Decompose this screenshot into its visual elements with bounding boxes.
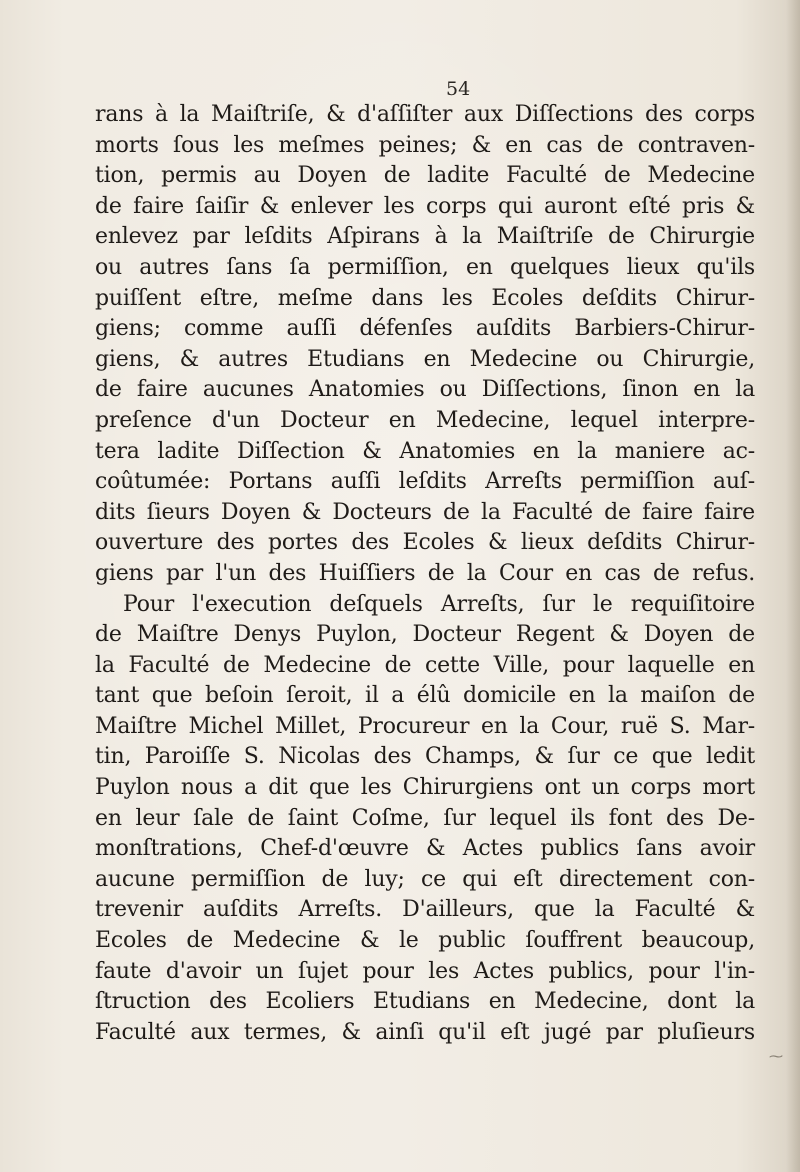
text-line: Puylon nous a dit que les Chirurgiens ont un corps mort: [95, 775, 755, 801]
text-line: preſence d'un Docteur en Medecine, lequel interpre-: [95, 407, 755, 433]
text-line: en leur ſale de ſaint Coſme, ſur lequel ils font des De-: [95, 805, 755, 831]
text-line: ou autres ſans ſa permiſſion, en quelques lieux qu'ils: [95, 254, 755, 280]
page-edge-shadow: [786, 0, 800, 1172]
text-line: Maiſtre Michel Millet, Procureur en la Cour, ruë S. Mar-: [95, 713, 755, 739]
text-line: coûtumée: Portans auſſi leſdits Arreſts permiſſion auſ-: [95, 469, 755, 495]
text-line: tant que beſoin ſeroit, il a élû domicile en la maiſon de: [95, 683, 755, 709]
page-number: 54: [446, 78, 471, 100]
text-line: morts ſous les meſmes peines; & en cas de contraven-: [95, 132, 755, 158]
text-line: ſtruction des Ecoliers Etudians en Medecine, dont la: [95, 989, 755, 1015]
text-line: rans à la Maiſtriſe, & d'aſſiſter aux Diſſections des corps: [95, 102, 755, 127]
text-line: la Faculté de Medecine de cette Ville, pour laquelle en: [95, 652, 755, 678]
text-line: de faire aucunes Anatomies ou Diſſections, ſinon en la: [95, 377, 755, 403]
text-line: ouverture des portes des Ecoles & lieux deſdits Chirur-: [95, 530, 755, 556]
body-text: [95, 100, 755, 1048]
text-line: trevenir auſdits Arreſts. D'ailleurs, que la Faculté &: [95, 897, 755, 923]
text-line: monſtrations, Chef-d'œuvre & Actes publics ſans avoir: [95, 836, 755, 862]
margin-mark-icon: ⁓: [769, 1049, 783, 1065]
text-line: puiſſent eſtre, meſme dans les Ecoles deſdits Chirur-: [95, 285, 755, 311]
text-line: Faculté aux termes, & ainſi qu'il eſt jugé par pluſieurs: [95, 1019, 755, 1045]
text-line: de Maiſtre Denys Puylon, Docteur Regent & Doyen de: [95, 622, 755, 648]
text-line: tion, permis au Doyen de ladite Faculté de Medecine: [95, 163, 755, 189]
text-line: faute d'avoir un ſujet pour les Actes publics, pour l'in-: [95, 958, 755, 984]
text-line-paragraph-start: Pour l'execution deſquels Arreſts, ſur le requiſitoire: [123, 591, 755, 617]
text-line: giens par l'un des Huiſſiers de la Cour en cas de refus.: [95, 560, 755, 586]
text-line: dits ſieurs Doyen & Docteurs de la Faculté de faire faire: [95, 499, 755, 525]
text-line: tin, Paroiſſe S. Nicolas des Champs, & ſur ce que ledit: [95, 744, 755, 770]
text-line: aucune permiſſion de luy; ce qui eſt directement con-: [95, 866, 755, 892]
text-line: giens; comme auſſi défenſes auſdits Barbiers-Chirur-: [95, 316, 755, 342]
text-line: enlevez par leſdits Aſpirans à la Maiſtriſe de Chirurgie: [95, 224, 755, 250]
text-line: de faire ſaiſir & enlever les corps qui auront eſté pris &: [95, 193, 755, 219]
text-line: tera ladite Diſſection & Anatomies en la maniere ac-: [95, 438, 755, 464]
text-line: giens, & autres Etudians en Medecine ou Chirurgie,: [95, 346, 755, 372]
text-line: Ecoles de Medecine & le public ſouffrent beaucoup,: [95, 928, 755, 954]
